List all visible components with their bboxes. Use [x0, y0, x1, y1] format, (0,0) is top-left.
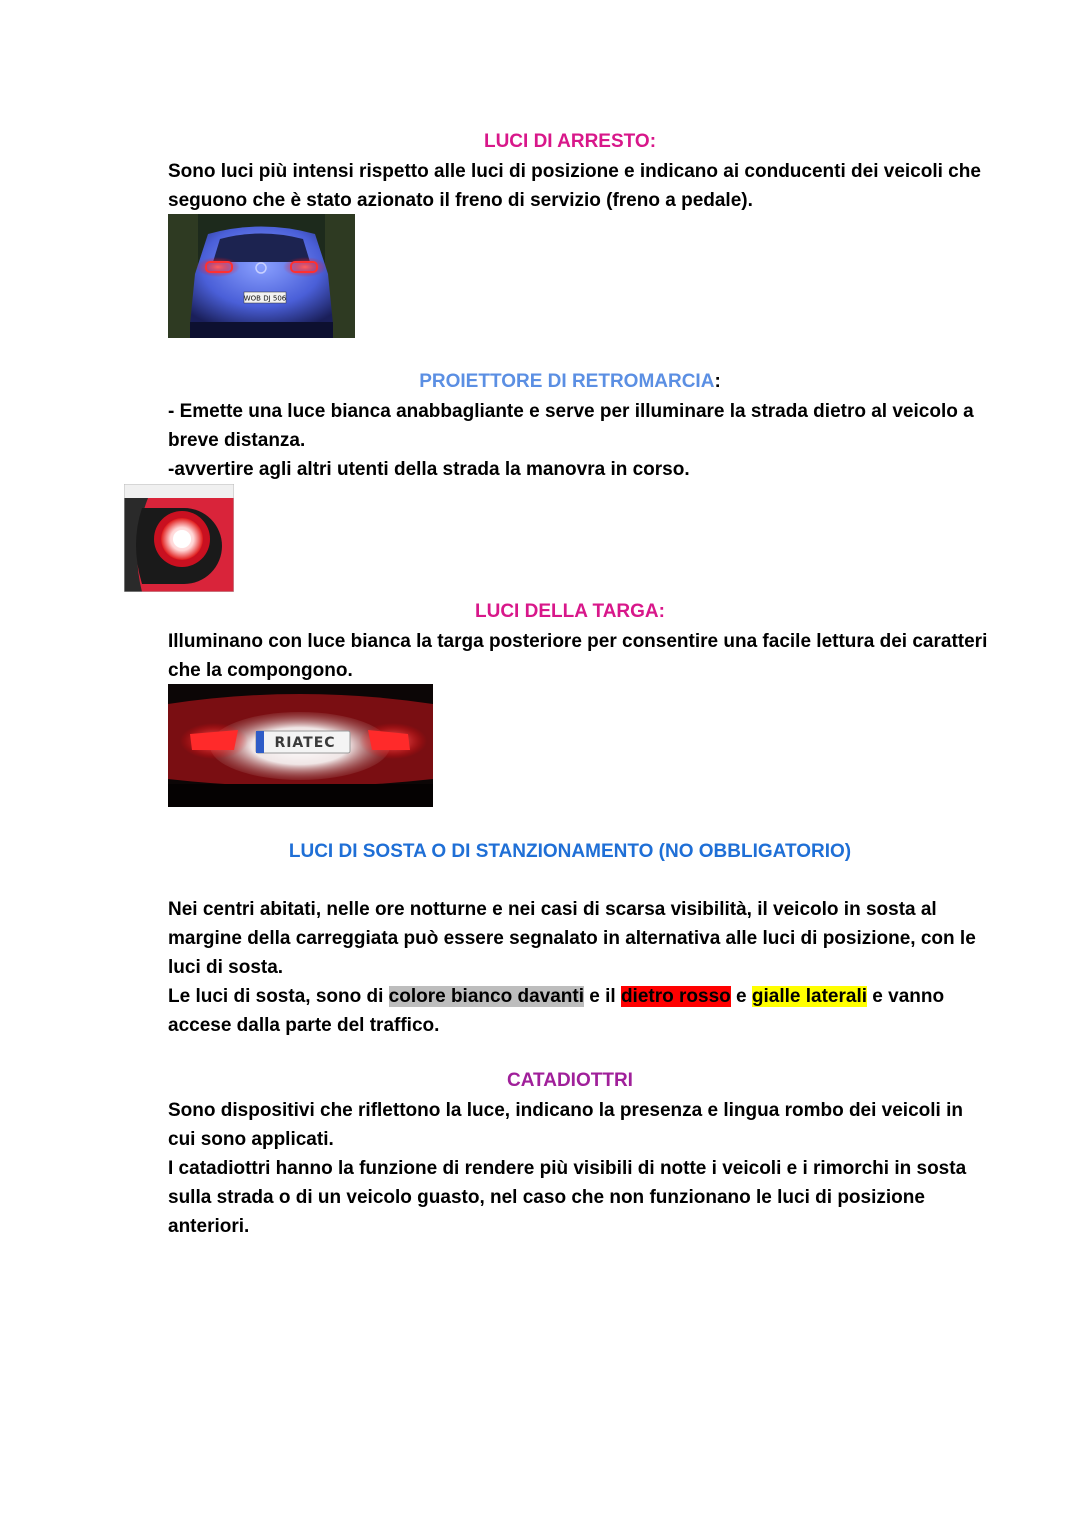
sosta-text-part-b: e il [583, 986, 621, 1007]
heading-luci-di-sosta: LUCI DI SOSTA O DI STANZIONAMENTO (NO OBBLIGATORIO) [288, 841, 852, 862]
sosta-text-part-d: e vanno accese dalla parte del traffico. [168, 986, 945, 1036]
paragraph-luci-di-sosta [168, 895, 988, 1040]
photo-license-plate-lights [168, 684, 433, 807]
paragraph-luci-di-arresto [168, 157, 988, 215]
photo-reverse-light [124, 484, 234, 592]
text-luci-di-arresto: Sono luci più intensi rispetto alle luci di posizione e indicano ai conducenti dei veicoli che seguono che è stato azionato il freno di servizio (freno a pedale). [168, 161, 981, 211]
heading-proiettore-di-retromarcia [0, 371, 1080, 393]
highlight-bianco-davanti: colore bianco davanti [388, 986, 584, 1007]
heading-retromarcia-colon: : [714, 371, 721, 392]
heading-luci-di-arresto: LUCI DI ARRESTO: [483, 131, 657, 152]
text-catadiottri-1: Sono dispositivi che riflettono la luce, indicano la presenza e lingua rombo dei veicoli in cui sono applicati. [168, 1100, 963, 1150]
highlight-dietro-rosso: dietro rosso [620, 986, 731, 1007]
text-retromarcia-line1: - Emette una luce bianca anabbagliante e serve per illuminare la strada dietro al veicolo a breve distanza. [168, 401, 974, 451]
paragraph-catadiottri [168, 1096, 988, 1241]
sosta-text-part-c: e [730, 986, 752, 1007]
text-luci-di-sosta-1: Nei centri abitati, nelle ore notturne e nei casi di scarsa visibilità, il veicolo in sosta al margine della carreggiata può essere segnalato in alternativa alle luci di posizione, con le luci di sosta. [168, 899, 976, 978]
text-catadiottri-2: I catadiottri hanno la funzione di rendere più visibili di notte i veicoli e i rimorchi in sosta sulla strada o di un veicolo guasto, nel caso che non funzionano le luci di posizione anteriori. [168, 1158, 967, 1237]
heading-luci-della-targa: LUCI DELLA TARGA: [475, 601, 665, 622]
text-luci-di-sosta-2 [168, 982, 988, 1040]
text-retromarcia-line2: -avvertire agli altri utenti della strada la manovra in corso. [168, 459, 690, 480]
text-luci-della-targa: Illuminano con luce bianca la targa posteriore per consentire una facile lettura dei caratteri che la compongono. [168, 631, 988, 681]
paragraph-retromarcia [168, 397, 988, 484]
heading-catadiottri: CATADIOTTRI [507, 1070, 633, 1091]
brake-photo-plate: WOB DJ 506 [243, 294, 287, 303]
paragraph-luci-della-targa [168, 627, 988, 685]
highlight-gialle-laterali: gialle laterali [751, 986, 868, 1007]
heading-retromarcia-text: PROIETTORE DI RETROMARCIA [419, 371, 715, 392]
sosta-text-part-a: Le luci di sosta, sono di [168, 986, 389, 1007]
photo-car-brake-lights [168, 214, 355, 338]
plate-photo-text: RIATEC [274, 735, 336, 751]
